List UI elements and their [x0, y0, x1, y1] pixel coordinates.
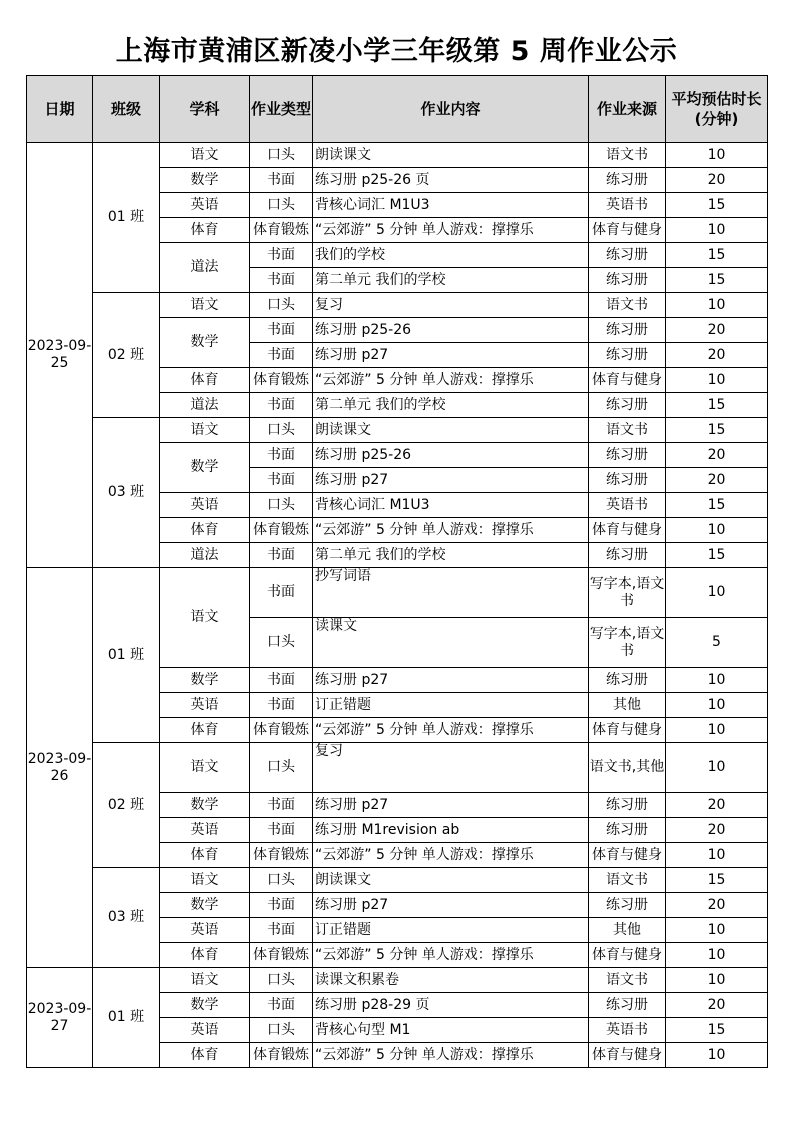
type-cell: 书面: [250, 693, 313, 718]
header-subject: 学科: [160, 76, 250, 143]
duration-cell: 15: [666, 1018, 768, 1043]
source-cell: 练习册: [589, 793, 666, 818]
source-cell: 体育与健身: [589, 218, 666, 243]
duration-cell: 20: [666, 893, 768, 918]
source-cell: 语文书: [589, 293, 666, 318]
source-cell: 英语书: [589, 1018, 666, 1043]
duration-cell: 20: [666, 443, 768, 468]
duration-cell: 20: [666, 168, 768, 193]
subject-cell: 道法: [160, 543, 250, 568]
source-cell: 练习册: [589, 393, 666, 418]
subject-cell: 体育: [160, 518, 250, 543]
class-cell: 01 班: [93, 143, 160, 293]
subject-cell: 数学: [160, 793, 250, 818]
source-cell: 体育与健身: [589, 718, 666, 743]
type-cell: 口头: [250, 143, 313, 168]
source-cell: 体育与健身: [589, 368, 666, 393]
content-cell: 读课文: [313, 618, 589, 668]
table-row: [27, 743, 768, 793]
type-cell: 口头: [250, 968, 313, 993]
source-cell: 练习册: [589, 318, 666, 343]
table-row: [27, 568, 768, 618]
type-cell: 书面: [250, 243, 313, 268]
duration-cell: 10: [666, 693, 768, 718]
duration-cell: 10: [666, 143, 768, 168]
type-cell: 口头: [250, 418, 313, 443]
type-cell: 体育锻炼: [250, 368, 313, 393]
source-cell: 语文书: [589, 968, 666, 993]
content-cell: 练习册 M1revision ab: [313, 818, 589, 843]
content-cell: 背核心词汇 M1U3: [313, 493, 589, 518]
source-cell: 体育与健身: [589, 843, 666, 868]
source-cell: 练习册: [589, 243, 666, 268]
subject-cell: 数学: [160, 668, 250, 693]
subject-cell: 英语: [160, 1018, 250, 1043]
duration-cell: 10: [666, 568, 768, 618]
subject-cell: 体育: [160, 1043, 250, 1068]
type-cell: 口头: [250, 293, 313, 318]
subject-cell: 语文: [160, 418, 250, 443]
page-title: 上海市黄浦区新凌小学三年级第 5 周作业公示: [115, 36, 678, 67]
content-cell: 抄写词语: [313, 568, 589, 618]
class-cell: 03 班: [93, 868, 160, 968]
subject-cell: 英语: [160, 818, 250, 843]
header-source: 作业来源: [589, 76, 666, 143]
content-cell: 朗读课文: [313, 143, 589, 168]
source-cell: 体育与健身: [589, 1043, 666, 1068]
source-cell: 练习册: [589, 443, 666, 468]
source-cell: 练习册: [589, 268, 666, 293]
date-cell: 2023-09-26: [27, 568, 93, 968]
source-cell: 练习册: [589, 893, 666, 918]
duration-cell: 10: [666, 943, 768, 968]
subject-cell: 体育: [160, 843, 250, 868]
content-cell: 复习: [313, 743, 589, 793]
duration-cell: 10: [666, 218, 768, 243]
subject-cell: 体育: [160, 368, 250, 393]
content-cell: 第二单元 我们的学校: [313, 543, 589, 568]
type-cell: 书面: [250, 268, 313, 293]
table-row: [27, 418, 768, 443]
content-cell: 练习册 p27: [313, 343, 589, 368]
content-cell: 练习册 p25-26: [313, 443, 589, 468]
subject-cell: 英语: [160, 693, 250, 718]
duration-cell: 15: [666, 418, 768, 443]
duration-cell: 20: [666, 993, 768, 1018]
duration-cell: 15: [666, 268, 768, 293]
header-content: 作业内容: [313, 76, 589, 143]
type-cell: 书面: [250, 343, 313, 368]
subject-cell: 语文: [160, 868, 250, 893]
type-cell: 书面: [250, 468, 313, 493]
type-cell: 书面: [250, 568, 313, 618]
type-cell: 书面: [250, 918, 313, 943]
type-cell: 书面: [250, 393, 313, 418]
source-cell: 语文书: [589, 143, 666, 168]
header-class: 班级: [93, 76, 160, 143]
class-cell: 03 班: [93, 418, 160, 568]
subject-cell: 体育: [160, 718, 250, 743]
subject-cell: 体育: [160, 943, 250, 968]
content-cell: 第二单元 我们的学校: [313, 268, 589, 293]
duration-cell: 15: [666, 393, 768, 418]
content-cell: 练习册 p27: [313, 893, 589, 918]
source-cell: 体育与健身: [589, 943, 666, 968]
type-cell: 体育锻炼: [250, 943, 313, 968]
type-cell: 体育锻炼: [250, 718, 313, 743]
duration-cell: 20: [666, 793, 768, 818]
date-cell: 2023-09-27: [27, 968, 93, 1068]
content-cell: 第二单元 我们的学校: [313, 393, 589, 418]
content-cell: 订正错题: [313, 693, 589, 718]
source-cell: 写字本,语文书: [589, 618, 666, 668]
duration-cell: 5: [666, 618, 768, 668]
duration-cell: 10: [666, 293, 768, 318]
table-row: [27, 143, 768, 168]
type-cell: 口头: [250, 868, 313, 893]
source-cell: 语文书: [589, 868, 666, 893]
duration-cell: 20: [666, 468, 768, 493]
subject-cell: 道法: [160, 243, 250, 293]
subject-cell: 语文: [160, 968, 250, 993]
type-cell: 书面: [250, 668, 313, 693]
source-cell: 练习册: [589, 468, 666, 493]
source-cell: 英语书: [589, 493, 666, 518]
duration-cell: 10: [666, 918, 768, 943]
content-cell: 练习册 p28-29 页: [313, 993, 589, 1018]
type-cell: 书面: [250, 893, 313, 918]
source-cell: 语文书,其他: [589, 743, 666, 793]
class-cell: 02 班: [93, 743, 160, 868]
subject-cell: 数学: [160, 893, 250, 918]
content-cell: 练习册 p27: [313, 468, 589, 493]
subject-cell: 道法: [160, 393, 250, 418]
source-cell: 英语书: [589, 193, 666, 218]
source-cell: 语文书: [589, 418, 666, 443]
type-cell: 体育锻炼: [250, 1043, 313, 1068]
source-cell: 练习册: [589, 993, 666, 1018]
duration-cell: 15: [666, 493, 768, 518]
content-cell: 练习册 p27: [313, 668, 589, 693]
subject-cell: 英语: [160, 493, 250, 518]
content-cell: “云郊游” 5 分钟 单人游戏：撑撑乐: [313, 943, 589, 968]
class-cell: 01 班: [93, 568, 160, 743]
type-cell: 书面: [250, 818, 313, 843]
duration-cell: 15: [666, 243, 768, 268]
type-cell: 口头: [250, 493, 313, 518]
content-cell: 读课文积累卷: [313, 968, 589, 993]
type-cell: 书面: [250, 443, 313, 468]
content-cell: 背核心词汇 M1U3: [313, 193, 589, 218]
table-row: [27, 868, 768, 893]
type-cell: 口头: [250, 193, 313, 218]
type-cell: 口头: [250, 743, 313, 793]
content-cell: 我们的学校: [313, 243, 589, 268]
header-date: 日期: [27, 76, 93, 143]
source-cell: 练习册: [589, 543, 666, 568]
date-cell: 2023-09-25: [27, 143, 93, 568]
table-row: [27, 968, 768, 993]
duration-cell: 20: [666, 318, 768, 343]
type-cell: 体育锻炼: [250, 218, 313, 243]
source-cell: 练习册: [589, 343, 666, 368]
duration-cell: 10: [666, 968, 768, 993]
class-cell: 01 班: [93, 968, 160, 1068]
type-cell: 书面: [250, 793, 313, 818]
duration-cell: 10: [666, 718, 768, 743]
source-cell: 练习册: [589, 668, 666, 693]
subject-cell: 语文: [160, 293, 250, 318]
content-cell: “云郊游” 5 分钟 单人游戏：撑撑乐: [313, 843, 589, 868]
type-cell: 书面: [250, 318, 313, 343]
duration-cell: 10: [666, 743, 768, 793]
type-cell: 书面: [250, 993, 313, 1018]
type-cell: 书面: [250, 543, 313, 568]
content-cell: “云郊游” 5 分钟 单人游戏：撑撑乐: [313, 1043, 589, 1068]
content-cell: “云郊游” 5 分钟 单人游戏：撑撑乐: [313, 718, 589, 743]
source-cell: 其他: [589, 693, 666, 718]
content-cell: 背核心句型 M1: [313, 1018, 589, 1043]
duration-cell: 10: [666, 668, 768, 693]
duration-cell: 15: [666, 193, 768, 218]
content-cell: “云郊游” 5 分钟 单人游戏：撑撑乐: [313, 218, 589, 243]
duration-cell: 10: [666, 518, 768, 543]
duration-cell: 10: [666, 368, 768, 393]
subject-cell: 数学: [160, 318, 250, 368]
type-cell: 体育锻炼: [250, 843, 313, 868]
content-cell: 练习册 p25-26: [313, 318, 589, 343]
duration-cell: 15: [666, 868, 768, 893]
source-cell: 写字本,语文书: [589, 568, 666, 618]
type-cell: 体育锻炼: [250, 518, 313, 543]
subject-cell: 英语: [160, 918, 250, 943]
content-cell: 朗读课文: [313, 868, 589, 893]
content-cell: 练习册 p27: [313, 793, 589, 818]
header-type: 作业类型: [250, 76, 313, 143]
subject-cell: 体育: [160, 218, 250, 243]
subject-cell: 数学: [160, 443, 250, 493]
homework-table: [26, 75, 768, 1068]
table-row: [27, 293, 768, 318]
source-cell: 其他: [589, 918, 666, 943]
content-cell: “云郊游” 5 分钟 单人游戏：撑撑乐: [313, 518, 589, 543]
subject-cell: 语文: [160, 743, 250, 793]
class-cell: 02 班: [93, 293, 160, 418]
duration-cell: 20: [666, 818, 768, 843]
header-row: [27, 76, 768, 143]
subject-cell: 语文: [160, 568, 250, 668]
type-cell: 口头: [250, 1018, 313, 1043]
duration-cell: 15: [666, 543, 768, 568]
content-cell: 朗读课文: [313, 418, 589, 443]
source-cell: 体育与健身: [589, 518, 666, 543]
subject-cell: 数学: [160, 993, 250, 1018]
content-cell: “云郊游” 5 分钟 单人游戏：撑撑乐: [313, 368, 589, 393]
content-cell: 练习册 p25-26 页: [313, 168, 589, 193]
duration-cell: 10: [666, 843, 768, 868]
header-duration: 平均预估时长(分钟): [666, 76, 768, 143]
duration-cell: 20: [666, 343, 768, 368]
duration-cell: 10: [666, 1043, 768, 1068]
subject-cell: 数学: [160, 168, 250, 193]
source-cell: 练习册: [589, 818, 666, 843]
type-cell: 口头: [250, 618, 313, 668]
content-cell: 复习: [313, 293, 589, 318]
type-cell: 书面: [250, 168, 313, 193]
subject-cell: 英语: [160, 193, 250, 218]
subject-cell: 语文: [160, 143, 250, 168]
content-cell: 订正错题: [313, 918, 589, 943]
source-cell: 练习册: [589, 168, 666, 193]
